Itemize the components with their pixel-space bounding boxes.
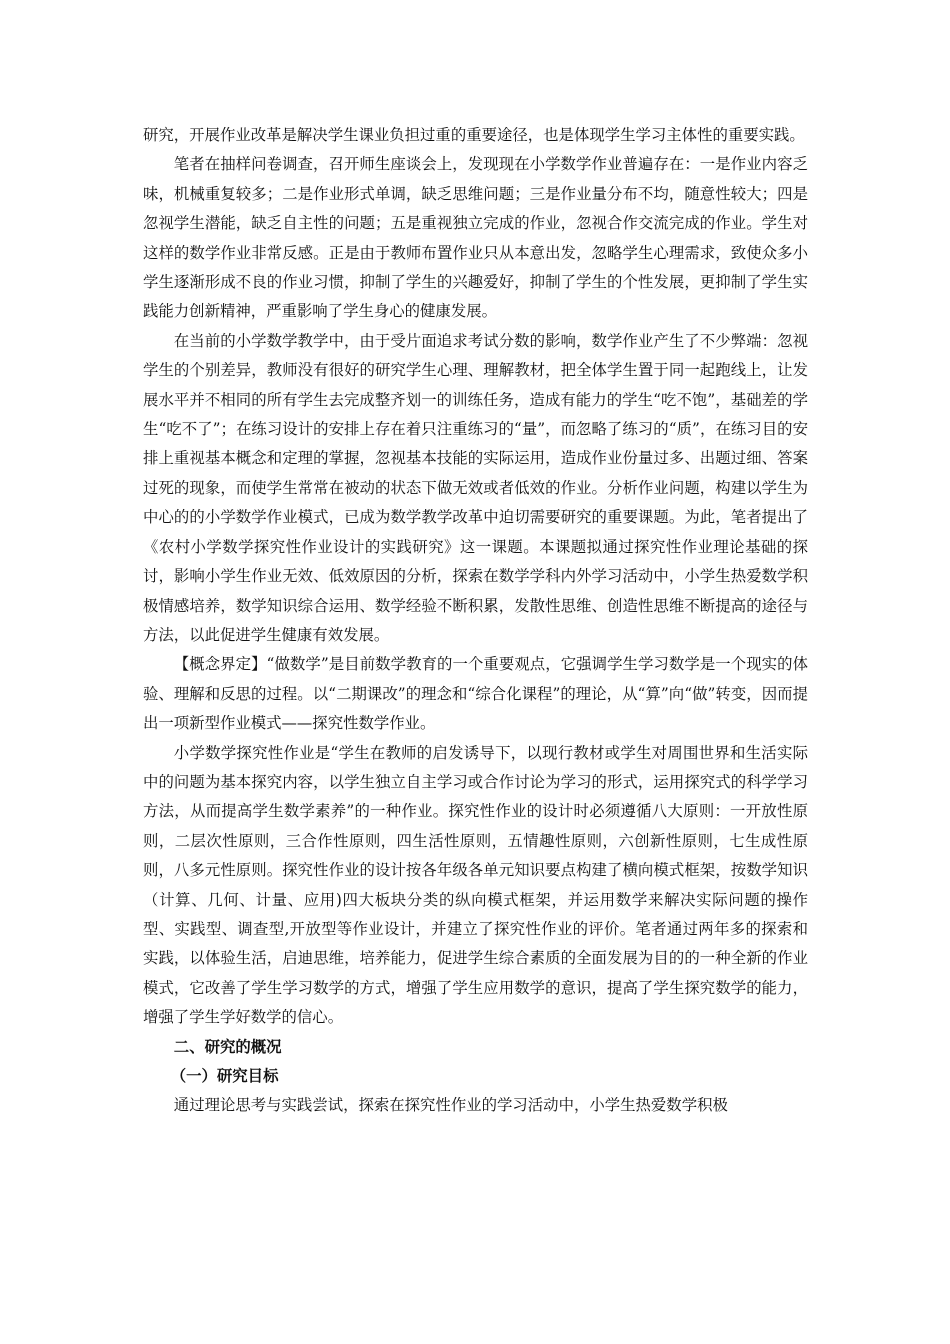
paragraph-current-problems: 在当前的小学数学教学中，由于受片面追求考试分数的影响，数学作业产生了不少弊端：忽视学生的个别差异，教师没有很好的研究学生心理、理解教材，把全体学生置于同一起跑线上，让发展水平并不相同的所有学生去完成整齐划一的训练任务，造成有能力的学生“吃不饱”，基础差的学生“吃不了”；在练习设计的安排上存在着只注重练习的“量”，而忽略了练习的“质”，在练习目的安排上重视基本概念和定理的掌握，忽视基本技能的实际运用，造成作业份量过多、出题过细、答案过死的现象，而使学生常常在被动的状态下做无效或者低效的作业。分析作业问题，构建以学生为中心的的小学数学作业模式，已成为数学教学改革中迫切需要研究的重要课题。为此，笔者提出了《农村小学数学探究性作业设计的实践研究》这一课题。本课题拟通过探究性作业理论基础的探讨，影响小学生作业无效、低效原因的分析，探索在数学学科内外学习活动中，小学生热爱数学积极情感培养，数学知识综合运用、数学经验不断积累，发散性思维、创造性思维不断提高的途径与方法，以此促进学生健康有效发展。 — [143, 331, 808, 644]
section-heading: 二、研究的概况 — [173, 1037, 282, 1056]
paragraph-continuation: 研究，开展作业改革是解决学生课业负担过重的重要途径，也是体现学生学习主体性的重要实践。 — [143, 126, 805, 144]
paragraph-survey-findings: 笔者在抽样问卷调查，召开师生座谈会上，发现现在小学数学作业普遍存在：一是作业内容乏味，机械重复较多；二是作业形式单调，缺乏思维问题；三是作业量分布不均，随意性较大；四是忽视学生潜能，缺乏自主性的问题；五是重视独立完成的作业，忽视合作交流完成的作业。学生对这样的数学作业非常反感。正是由于教师布置作业只从本意出发，忽略学生心理需求，致使众多小学生逐渐形成不良的作业习惯，抑制了学生的兴趣爱好，抑制了学生的个性发展，更抑制了学生实践能力创新精神，严重影响了学生身心的健康发展。 — [143, 155, 808, 321]
document-page — [143, 121, 808, 1121]
paragraph-exploratory-homework: 小学数学探究性作业是“学生在教师的启发诱导下，以现行教材或学生对周围世界和生活实际中的问题为基本探究内容，以学生独立自主学习或合作讨论为学习的形式，运用探究式的科学学习方法，从而提高学生数学素养”的一种作业。探究性作业的设计时必须遵循八大原则：一开放性原则，二层次性原则，三合作性原则，四生活性原则，五情趣性原则，六创新性原则，七生成性原则，八多元性原则。探究性作业的设计按各年级各单元知识要点构建了横向模式框架，按数学知识（计算、几何、计量、应用)四大板块分类的纵向模式框架，并运用数学来解决实际问题的操作型、实践型、调查型,开放型等作业设计，并建立了探究性作业的评价。笔者通过两年多的探索和实践，以体验生活，启迪思维，培养能力，促进学生综合素质的全面发展为目的的一种全新的作业模式，它改善了学生学习数学的方式，增强了学生应用数学的意识，提高了学生探究数学的能力，增强了学生学好数学的信心。 — [143, 743, 808, 1027]
paragraph-concept-definition: 【概念界定】“做数学”是目前数学教育的一个重要观点，它强调学生学习数学是一个现实的体验、理解和反思的过程。以“二期课改”的理念和“综合化课程”的理论，从“算”向“做”转变，因而提出一项新型作业模式——探究性数学作业。 — [143, 655, 808, 733]
paragraph-research-goal: 通过理论思考与实践尝试，探索在探究性作业的学习活动中，小学生热爱数学积极 — [173, 1096, 728, 1115]
subsection-heading: （一）研究目标 — [170, 1067, 279, 1085]
